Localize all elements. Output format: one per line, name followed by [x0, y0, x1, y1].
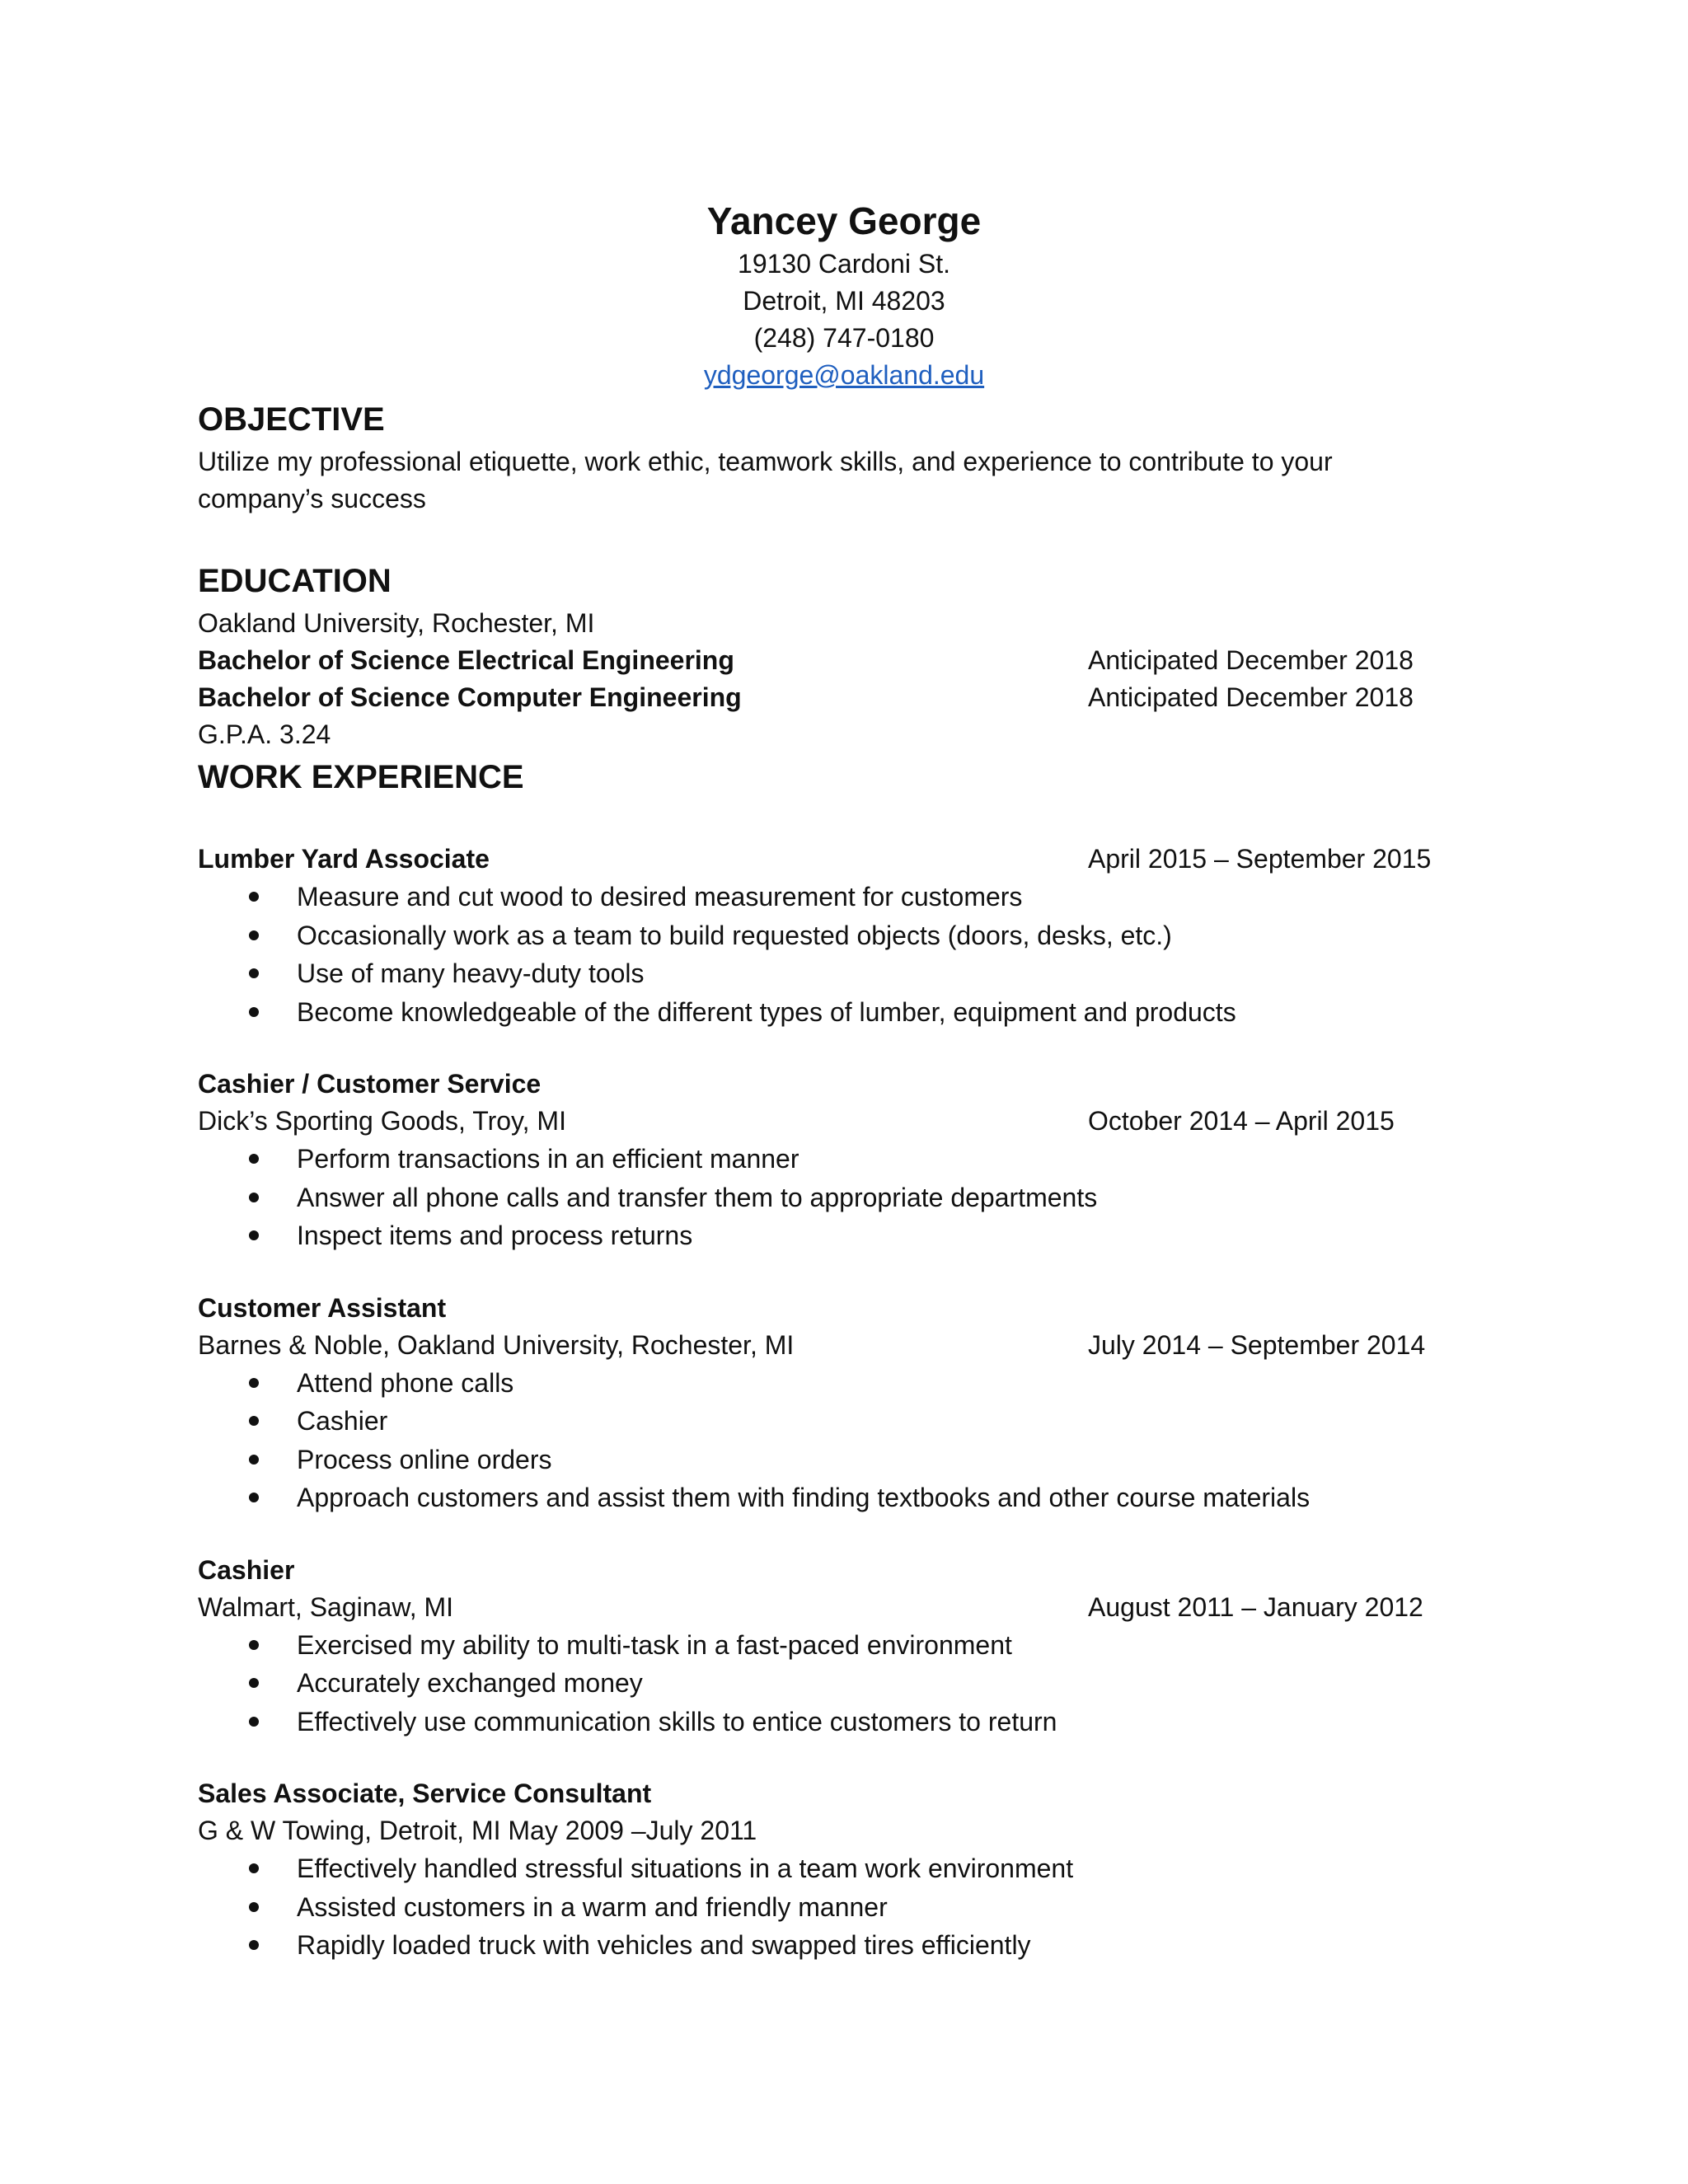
- gpa: G.P.A. 3.24: [198, 719, 331, 749]
- bullet-icon: [249, 968, 259, 978]
- job-date: October 2014 – April 2015: [1088, 1106, 1395, 1136]
- job-company: Walmart, Saginaw, MI: [198, 1591, 454, 1622]
- job-bullets: [198, 1140, 1517, 1255]
- job-company-row: [198, 1327, 1517, 1364]
- list-item: Become knowledgeable of the different types of lumber, equipment and products: [198, 993, 1517, 1032]
- school-name: Oakland University, Rochester, MI: [198, 608, 595, 638]
- email-link[interactable]: ydgeorge@oakland.edu: [703, 360, 985, 390]
- list-item: Rapidly loaded truck with vehicles and swapped tires efficiently: [198, 1926, 1517, 1965]
- job-bullets: [198, 1364, 1517, 1517]
- bullet-icon: [249, 1863, 259, 1873]
- bullet-icon: [249, 1902, 259, 1912]
- job-title: Lumber Yard Associate: [198, 844, 490, 874]
- job-title: Cashier: [198, 1554, 295, 1585]
- list-item: Assisted customers in a warm and friendly manner: [198, 1888, 1517, 1927]
- job-date: August 2011 – January 2012: [1088, 1591, 1423, 1622]
- list-item: Effectively use communication skills to entice customers to return: [198, 1703, 1517, 1741]
- list-item: Perform transactions in an efficient manner: [198, 1140, 1517, 1179]
- degree-date: Anticipated December 2018: [1088, 645, 1414, 675]
- job-title: Customer Assistant: [198, 1292, 447, 1323]
- job-title-row: [198, 841, 1517, 878]
- degree-row: [198, 679, 1517, 716]
- list-item: Measure and cut wood to desired measurement for customers: [198, 878, 1517, 916]
- bullet-icon: [249, 1717, 259, 1727]
- degree-title: Bachelor of Science Computer Engineering: [198, 682, 742, 712]
- objective-line-2: company’s success: [198, 484, 426, 513]
- bullet-icon: [249, 1193, 259, 1202]
- education-heading: EDUCATION: [198, 563, 392, 599]
- bullet-icon: [249, 1640, 259, 1650]
- phone-number: (248) 747-0180: [753, 323, 935, 353]
- bullet-icon: [249, 1416, 259, 1426]
- objective-heading: OBJECTIVE: [198, 401, 385, 438]
- list-item: Accurately exchanged money: [198, 1664, 1517, 1703]
- bullet-icon: [249, 1007, 259, 1017]
- job-bullets: [198, 878, 1517, 1031]
- job-company-row: [198, 1589, 1517, 1626]
- job-company-row: [198, 1103, 1517, 1140]
- degree-row: [198, 642, 1517, 679]
- bullet-icon: [249, 1455, 259, 1465]
- degree-title: Bachelor of Science Electrical Engineering: [198, 645, 734, 675]
- job-company-and-date: G & W Towing, Detroit, MI May 2009 –July 2011: [198, 1816, 757, 1845]
- job-bullets: [198, 1626, 1517, 1741]
- bullet-icon: [249, 1154, 259, 1164]
- list-item: Use of many heavy-duty tools: [198, 954, 1517, 993]
- bullet-icon: [249, 892, 259, 902]
- job-company: Barnes & Noble, Oakland University, Rochester, MI: [198, 1329, 795, 1360]
- list-item: Inspect items and process returns: [198, 1216, 1517, 1255]
- resume-header: [0, 196, 1688, 394]
- objective-line-1: Utilize my professional etiquette, work ethic, teamwork skills, and experience to contribute to your: [198, 447, 1333, 476]
- job-bullets: [198, 1849, 1517, 1965]
- bullet-icon: [249, 1940, 259, 1950]
- bullet-icon: [249, 1493, 259, 1502]
- address-line-1: 19130 Cardoni St.: [738, 249, 950, 279]
- list-item: Process online orders: [198, 1441, 1517, 1479]
- list-item: Answer all phone calls and transfer them to appropriate departments: [198, 1179, 1517, 1217]
- bullet-icon: [249, 1230, 259, 1240]
- bullet-icon: [249, 1378, 259, 1388]
- bullet-icon: [249, 1678, 259, 1688]
- job-title: Sales Associate, Service Consultant: [198, 1779, 652, 1808]
- job-date: July 2014 – September 2014: [1088, 1329, 1426, 1360]
- list-item: Attend phone calls: [198, 1364, 1517, 1403]
- list-item: Occasionally work as a team to build requested objects (doors, desks, etc.): [198, 916, 1517, 955]
- job-date: April 2015 – September 2015: [1088, 844, 1432, 874]
- list-item: Effectively handled stressful situations in a team work environment: [198, 1849, 1517, 1888]
- work-experience-heading: WORK EXPERIENCE: [198, 759, 524, 795]
- list-item: Approach customers and assist them with finding textbooks and other course materials: [198, 1479, 1517, 1517]
- bullet-icon: [249, 930, 259, 940]
- job-title: Cashier / Customer Service: [198, 1069, 542, 1099]
- list-item: Exercised my ability to multi-task in a fast-paced environment: [198, 1626, 1517, 1665]
- list-item: Cashier: [198, 1402, 1517, 1441]
- address-line-2: Detroit, MI 48203: [743, 286, 945, 316]
- job-company: Dick’s Sporting Goods, Troy, MI: [198, 1106, 566, 1136]
- candidate-name: Yancey George: [706, 199, 982, 242]
- degree-date: Anticipated December 2018: [1088, 682, 1414, 712]
- resume-body: [198, 396, 1517, 1965]
